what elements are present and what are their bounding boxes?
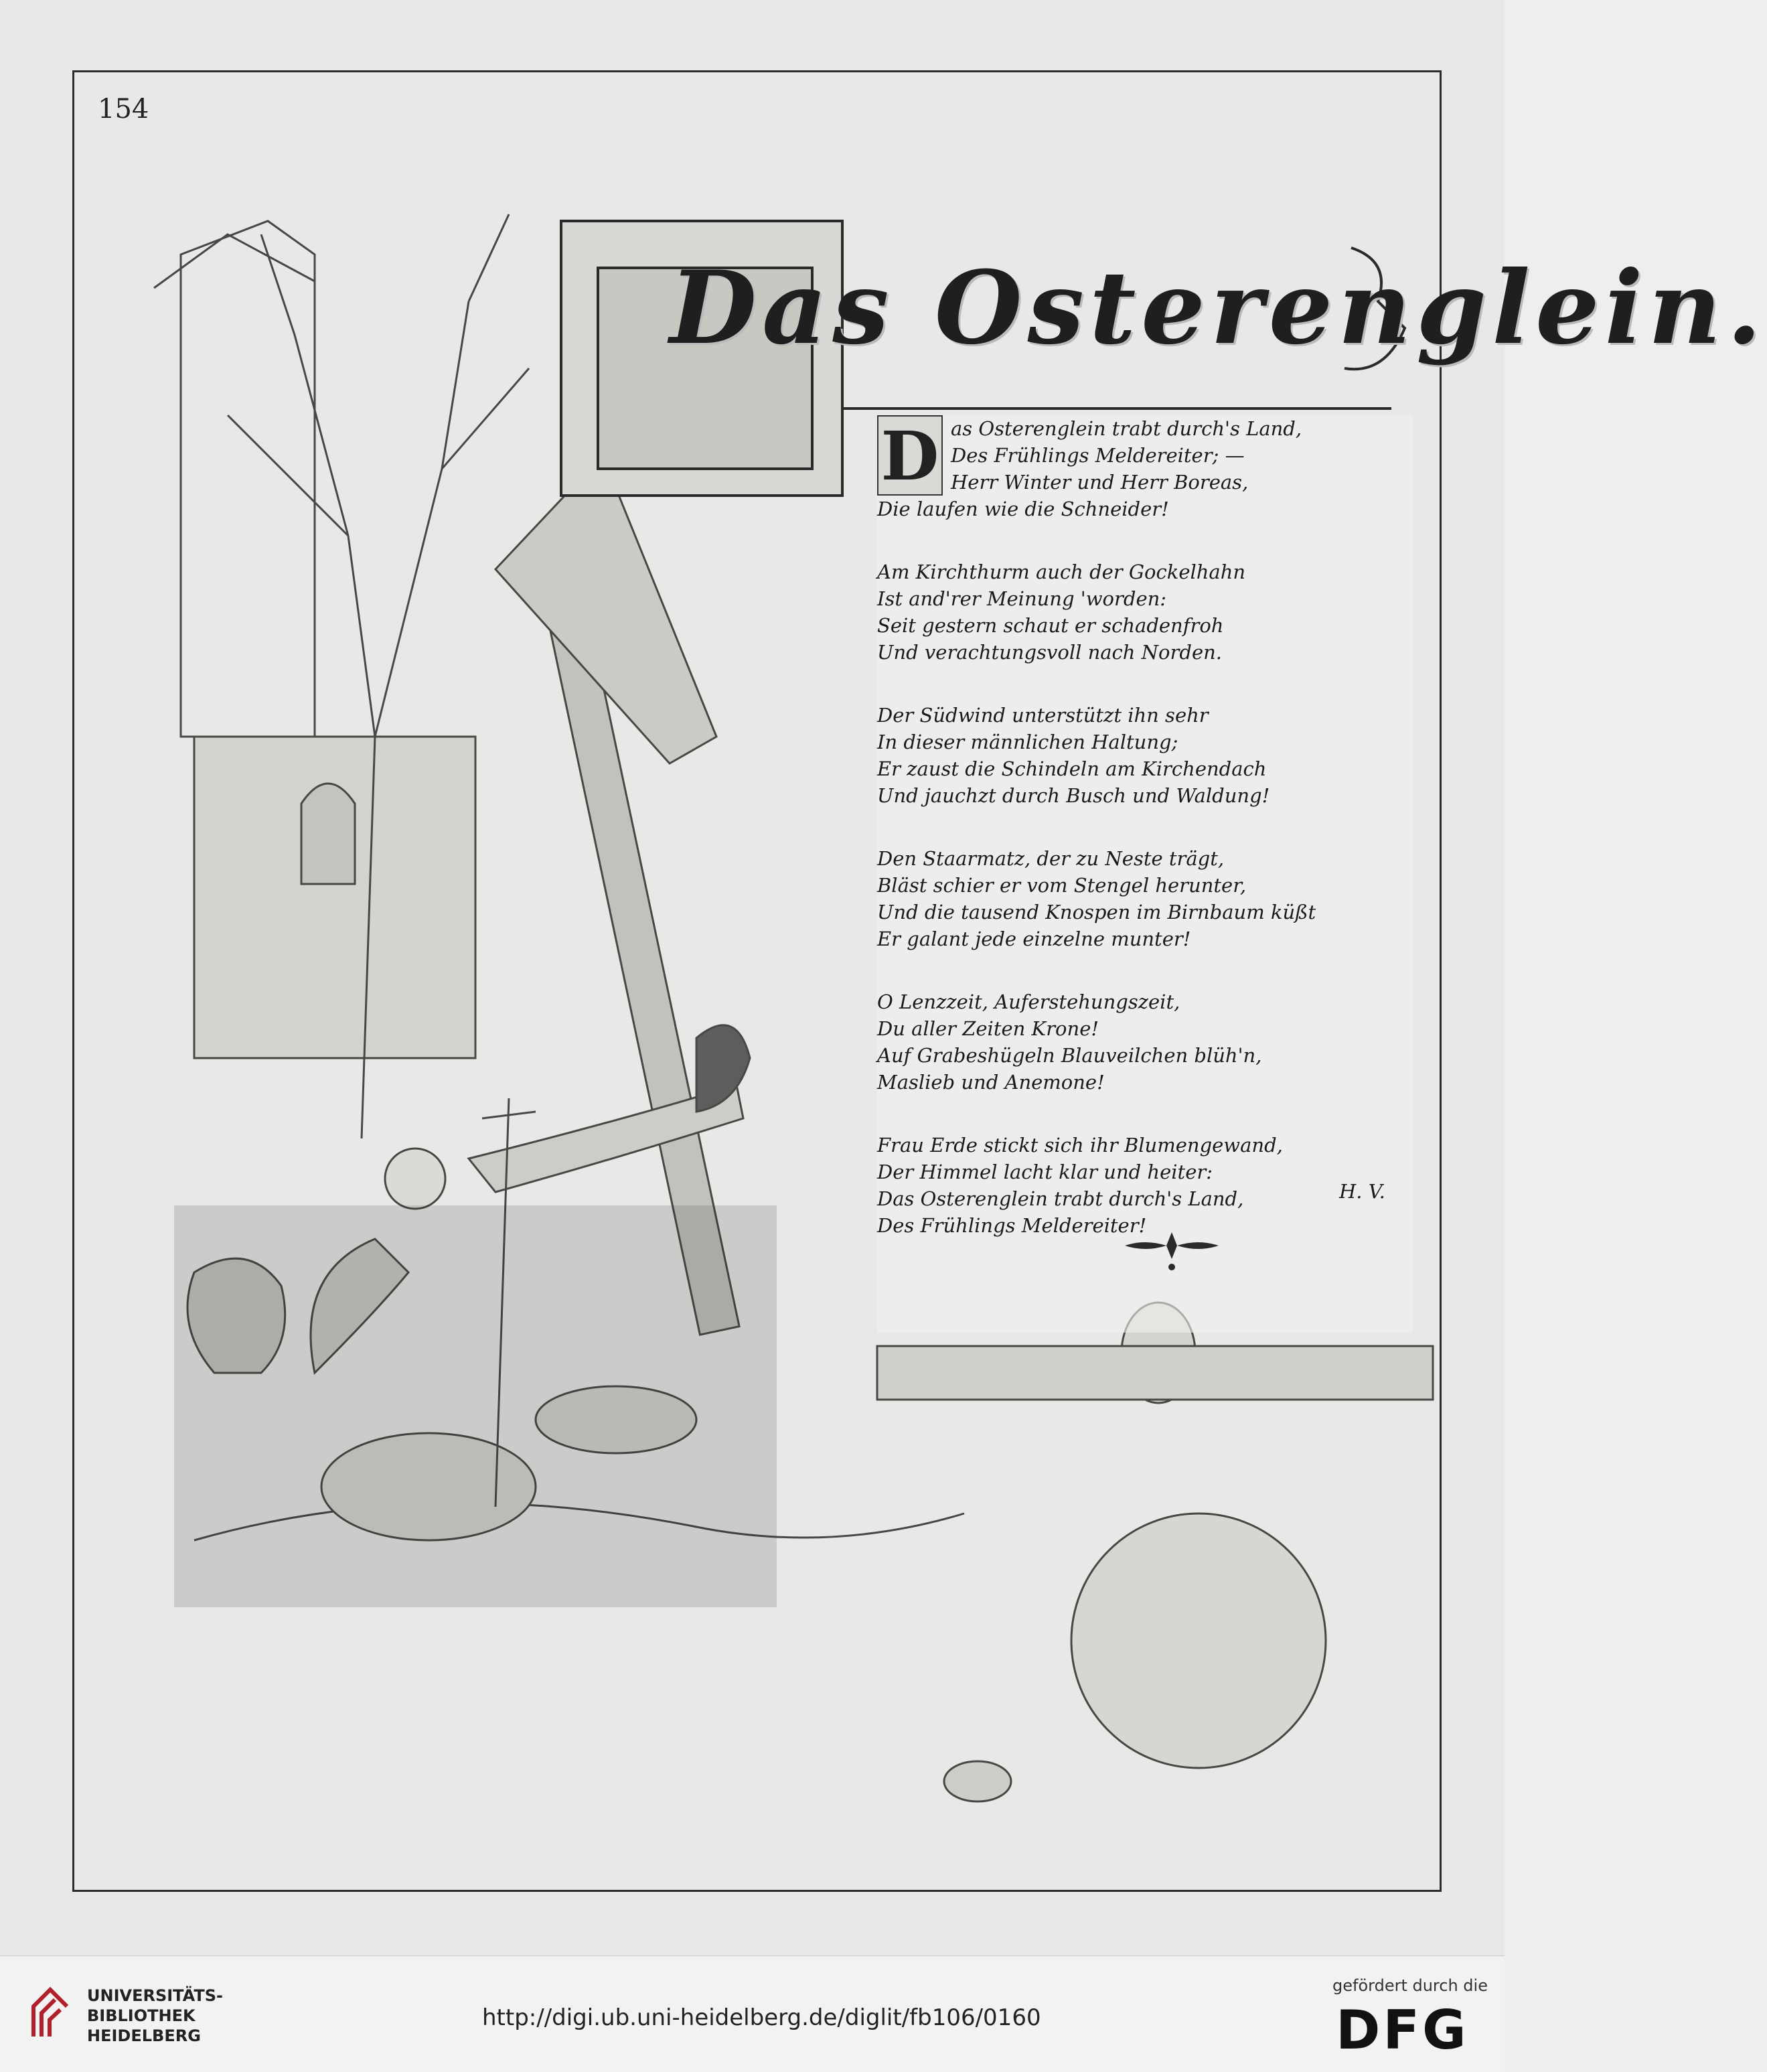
- poem-line: Das Osterenglein trabt durch's Land,: [877, 1187, 1244, 1210]
- poem-line: Den Staarmatz, der zu Neste trägt,: [877, 847, 1225, 870]
- poem-line: Und verachtungsvoll nach Norden.: [877, 641, 1223, 664]
- stanza-1: [877, 415, 1413, 522]
- poem-line: Er zaust die Schindeln am Kirchendach: [877, 757, 1267, 780]
- library-name: [87, 1986, 223, 2046]
- poem-line: Des Frühlings Meldereiter!: [877, 1214, 1147, 1237]
- church-tower-shape: [181, 221, 315, 737]
- library-name-line: BIBLIOTHEK: [87, 2006, 196, 2025]
- poem-line: In dieser männlichen Haltung;: [877, 731, 1178, 753]
- poem-line: Und jauchzt durch Busch und Waldung!: [877, 784, 1270, 807]
- poem-line: Seit gestern schaut er schadenfroh: [877, 614, 1224, 637]
- poem-line: Am Kirchthurm auch der Gockelhahn: [877, 561, 1246, 583]
- digitization-footer: [0, 1955, 1505, 2072]
- fleuron-ornament-icon: [1118, 1226, 1225, 1279]
- angel-head: [385, 1149, 445, 1209]
- frog: [944, 1761, 1011, 1801]
- funded-by-text: gefördert durch die: [1332, 1976, 1488, 1995]
- library-name-line: HEIDELBERG: [87, 2026, 201, 2045]
- stanza-6: [877, 1132, 1413, 1239]
- poem-line: Maslieb und Anemone!: [877, 1071, 1105, 1094]
- library-logo-icon: [27, 1983, 74, 2043]
- poem-line: Auf Grabeshügeln Blauveilchen blüh'n,: [877, 1044, 1262, 1067]
- poem-line: Der Himmel lacht klar und heiter:: [877, 1161, 1213, 1183]
- library-name-line: UNIVERSITÄTS-: [87, 1986, 224, 2005]
- poem-title: Das Osterenglein.: [670, 249, 1767, 367]
- poem-line: Er galant jede einzelne munter!: [877, 928, 1191, 950]
- drop-cap: D: [877, 415, 943, 496]
- stanza-3: [877, 702, 1413, 809]
- dfg-logo: DFG: [1336, 1999, 1469, 2061]
- poem-line: Bläst schier er vom Stengel herunter,: [877, 874, 1247, 897]
- poem-line: Frau Erde stickt sich ihr Blumengewand,: [877, 1134, 1283, 1157]
- poem-line: Die laufen wie die Schneider!: [877, 498, 1169, 520]
- poem-line: Und die tausend Knospen im Birnbaum küßt: [877, 901, 1316, 923]
- poem-line: as Osterenglein trabt durch's Land,: [951, 417, 1302, 440]
- poem-line: Ist and'rer Meinung 'worden:: [877, 587, 1167, 610]
- crow: [696, 1025, 750, 1112]
- poem-line: O Lenzzeit, Auferstehungszeit,: [877, 990, 1180, 1013]
- author-signature: H. V.: [1339, 1180, 1385, 1203]
- page-number: 154: [98, 94, 149, 125]
- digitization-url[interactable]: http://digi.ub.uni-heidelberg.de/diglit/fb106/0160: [482, 2004, 1041, 2031]
- poem-line: Du aller Zeiten Krone!: [877, 1017, 1099, 1040]
- stanza-2: [877, 559, 1413, 666]
- poem-body: [877, 415, 1413, 1333]
- gothic-window: [301, 784, 355, 884]
- poem-line: Der Südwind unterstützt ihn sehr: [877, 704, 1209, 727]
- stanza-4: [877, 845, 1413, 952]
- medallion: [1071, 1513, 1326, 1768]
- stanza-5: [877, 988, 1413, 1096]
- ornamental-band: [877, 1346, 1433, 1400]
- poem-line: Des Frühlings Meldereiter; —: [951, 444, 1245, 467]
- poem-line: Herr Winter und Herr Boreas,: [951, 471, 1249, 494]
